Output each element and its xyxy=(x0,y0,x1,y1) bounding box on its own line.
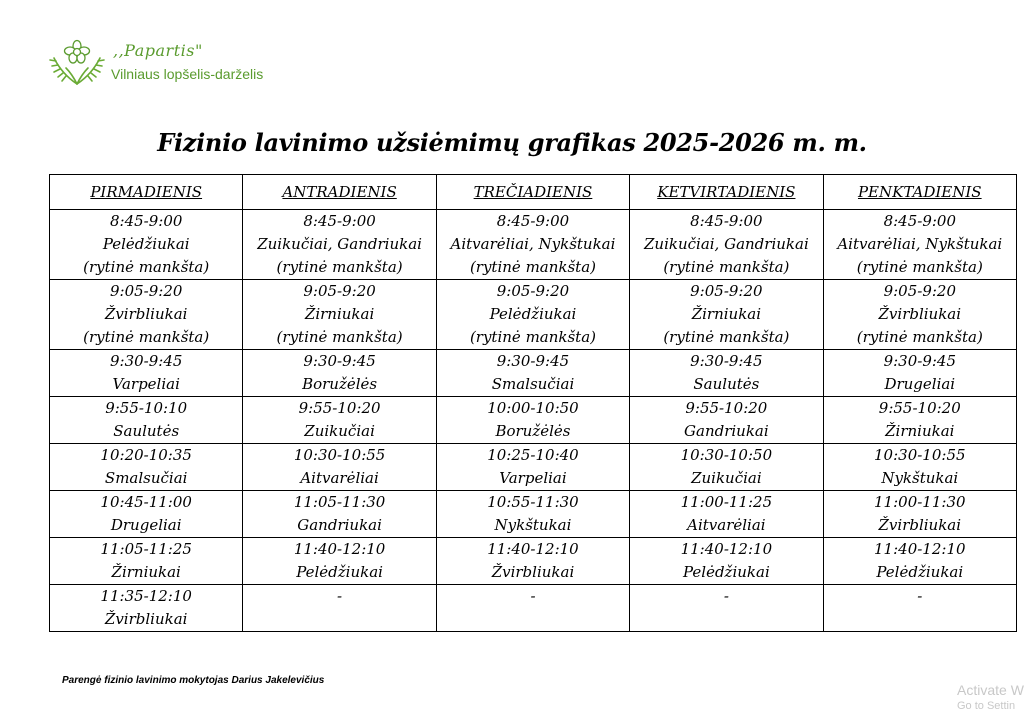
group-name: Smalsučiai xyxy=(104,469,188,487)
empty-slot-dash: - xyxy=(530,587,536,605)
time-slot: 8:45-9:00 xyxy=(303,212,376,230)
activity-note: (rytinė mankšta) xyxy=(663,328,790,346)
schedule-cell xyxy=(823,280,1016,350)
activity-note: (rytinė mankšta) xyxy=(856,258,983,276)
schedule-cell xyxy=(436,585,629,632)
time-slot: 9:05-9:20 xyxy=(883,282,956,300)
time-slot: 10:25-10:40 xyxy=(487,446,579,464)
schedule-cell xyxy=(243,538,436,585)
brand-name: ,,Papartis" xyxy=(113,41,203,60)
schedule-cell xyxy=(50,280,243,350)
empty-slot-dash: - xyxy=(917,587,923,605)
schedule-table xyxy=(49,174,1017,632)
schedule-cell xyxy=(630,210,823,280)
time-slot: 9:05-9:20 xyxy=(496,282,570,300)
schedule-cell xyxy=(50,350,243,397)
group-name: Zuikučiai xyxy=(304,422,375,440)
schedule-cell xyxy=(50,210,243,280)
time-slot: 8:45-9:00 xyxy=(883,212,956,230)
group-name: Drugeliai xyxy=(110,516,182,534)
schedule-cell xyxy=(436,491,629,538)
group-name: Žvirbliukai xyxy=(104,305,188,323)
activity-note: (rytinė mankšta) xyxy=(663,258,790,276)
time-slot: 11:40-12:10 xyxy=(874,540,966,558)
schedule-cell xyxy=(243,585,436,632)
time-slot: 9:55-10:20 xyxy=(298,399,381,417)
watermark-line-2: Go to Settin xyxy=(957,700,1016,712)
schedule-cell xyxy=(823,585,1016,632)
table-row xyxy=(50,538,1017,585)
time-slot: 11:40-12:10 xyxy=(680,540,773,558)
group-name: Pelėdžiukai xyxy=(102,235,190,253)
time-slot: 9:30-9:45 xyxy=(690,352,763,370)
group-name: Saulutės xyxy=(693,375,760,393)
brand-subtitle: Vilniaus lopšelis-darželis xyxy=(111,66,264,82)
group-name: Smalsučiai xyxy=(491,375,575,393)
time-slot: 9:55-10:10 xyxy=(105,399,188,417)
activity-note: (rytinė mankšta) xyxy=(856,328,983,346)
group-name: Pelėdžiukai xyxy=(876,563,964,581)
schedule-cell xyxy=(630,538,823,585)
table-row xyxy=(50,397,1017,444)
group-name: Zuikučiai, Gandriukai xyxy=(643,235,809,253)
schedule-cell xyxy=(243,350,436,397)
activity-note: (rytinė mankšta) xyxy=(276,328,403,346)
time-slot: 11:05-11:25 xyxy=(100,540,192,558)
activity-note: (rytinė mankšta) xyxy=(83,328,210,346)
group-name: Žirniukai xyxy=(304,305,375,323)
group-name: Pelėdžiukai xyxy=(682,563,770,581)
time-slot: 10:30-10:55 xyxy=(874,446,966,464)
schedule-cell xyxy=(436,210,629,280)
page-title: Fizinio lavinimo užsiėmimų grafikas 2025-2026 m. m. xyxy=(157,128,867,157)
time-slot: 10:30-10:55 xyxy=(293,446,386,464)
activity-note: (rytinė mankšta) xyxy=(276,258,403,276)
time-slot: 11:35-12:10 xyxy=(100,587,192,605)
schedule-cell xyxy=(436,350,629,397)
time-slot: 8:45-9:00 xyxy=(496,212,570,230)
schedule-cell xyxy=(630,444,823,491)
schedule-cell xyxy=(50,444,243,491)
table-row xyxy=(50,444,1017,491)
schedule-cell xyxy=(823,350,1016,397)
schedule-cell xyxy=(823,397,1016,444)
table-row xyxy=(50,210,1017,280)
schedule-cell xyxy=(630,350,823,397)
fern-flower-logo-icon xyxy=(46,38,108,88)
schedule-cell xyxy=(50,538,243,585)
group-name: Pelėdžiukai xyxy=(489,305,577,323)
time-slot: 10:20-10:35 xyxy=(100,446,192,464)
schedule-cell xyxy=(436,397,629,444)
schedule-cell xyxy=(243,397,436,444)
time-slot: 9:55-10:20 xyxy=(878,399,961,417)
activity-note: (rytinė mankšta) xyxy=(469,328,597,346)
group-name: Pelėdžiukai xyxy=(296,563,383,581)
group-name: Žvirbliukai xyxy=(491,563,575,581)
time-slot: 9:30-9:45 xyxy=(883,352,956,370)
group-name: Aitvarėliai xyxy=(687,516,766,534)
schedule-cell xyxy=(50,491,243,538)
group-name: Nykštukai xyxy=(494,516,572,534)
table-header-row xyxy=(50,175,1017,210)
time-slot: 9:05-9:20 xyxy=(303,282,376,300)
schedule-cell xyxy=(243,444,436,491)
column-header-thursday: KETVIRTADIENIS xyxy=(630,175,823,210)
schedule-cell xyxy=(630,397,823,444)
time-slot: 11:40-12:10 xyxy=(293,540,386,558)
schedule-cell xyxy=(630,585,823,632)
group-name: Žirniukai xyxy=(691,305,762,323)
time-slot: 10:55-11:30 xyxy=(487,493,579,511)
schedule-cell xyxy=(630,280,823,350)
time-slot: 8:45-9:00 xyxy=(109,212,183,230)
time-slot: 9:05-9:20 xyxy=(690,282,763,300)
time-slot: 8:45-9:00 xyxy=(690,212,763,230)
time-slot: 9:30-9:45 xyxy=(496,352,570,370)
time-slot: 9:05-9:20 xyxy=(109,282,183,300)
column-header-tuesday: ANTRADIENIS xyxy=(243,175,436,210)
group-name: Žvirbliukai xyxy=(104,610,188,628)
schedule-cell xyxy=(823,538,1016,585)
schedule-cell xyxy=(436,280,629,350)
table-row xyxy=(50,280,1017,350)
table-row xyxy=(50,491,1017,538)
group-name: Varpeliai xyxy=(499,469,567,487)
empty-slot-dash: - xyxy=(337,587,343,605)
group-name: Žirniukai xyxy=(111,563,181,581)
group-name: Žvirbliukai xyxy=(878,516,962,534)
group-name: Gandriukai xyxy=(684,422,769,440)
group-name: Nykštukai xyxy=(881,469,959,487)
activity-note: (rytinė mankšta) xyxy=(83,258,210,276)
group-name: Aitvarėliai, Nykštukai xyxy=(450,235,616,253)
group-name: Drugeliai xyxy=(884,375,956,393)
group-name: Saulutės xyxy=(113,422,180,440)
group-name: Aitvarėliai xyxy=(300,469,379,487)
time-slot: 9:30-9:45 xyxy=(303,352,376,370)
group-name: Žvirbliukai xyxy=(878,305,962,323)
footer-author: Parengė fizinio lavinimo mokytojas Darius Jakelevičius xyxy=(62,675,325,686)
time-slot: 10:00-10:50 xyxy=(487,399,579,417)
group-name: Zuikučiai, Gandriukai xyxy=(257,235,422,253)
activate-windows-watermark xyxy=(957,682,1024,712)
time-slot: 11:05-11:30 xyxy=(293,493,386,511)
watermark-line-1: Activate W xyxy=(957,682,1024,698)
schedule-cell xyxy=(50,585,243,632)
schedule-cell xyxy=(436,444,629,491)
time-slot: 11:00-11:30 xyxy=(874,493,966,511)
table-row xyxy=(50,350,1017,397)
group-name: Žirniukai xyxy=(885,422,955,440)
schedule-cell xyxy=(823,444,1016,491)
schedule-cell xyxy=(823,491,1016,538)
time-slot: 11:00-11:25 xyxy=(680,493,773,511)
schedule-body xyxy=(50,210,1017,632)
schedule-cell xyxy=(243,210,436,280)
group-name: Boružėlės xyxy=(495,422,571,440)
schedule-cell xyxy=(823,210,1016,280)
time-slot: 9:30-9:45 xyxy=(109,352,183,370)
column-header-wednesday: TREČIADIENIS xyxy=(436,175,629,210)
empty-slot-dash: - xyxy=(723,587,729,605)
column-header-friday: PENKTADIENIS xyxy=(823,175,1016,210)
time-slot: 10:45-11:00 xyxy=(100,493,192,511)
schedule-cell xyxy=(243,491,436,538)
group-name: Varpeliai xyxy=(112,375,180,393)
time-slot: 9:55-10:20 xyxy=(685,399,768,417)
group-name: Zuikučiai xyxy=(691,469,762,487)
group-name: Boružėlės xyxy=(302,375,378,393)
column-header-monday: PIRMADIENIS xyxy=(50,175,243,210)
group-name: Aitvarėliai, Nykštukai xyxy=(837,235,1003,253)
schedule-cell xyxy=(436,538,629,585)
group-name: Gandriukai xyxy=(297,516,382,534)
time-slot: 10:30-10:50 xyxy=(680,446,773,464)
table-row xyxy=(50,585,1017,632)
time-slot: 11:40-12:10 xyxy=(487,540,579,558)
schedule-cell xyxy=(50,397,243,444)
activity-note: (rytinė mankšta) xyxy=(469,258,597,276)
schedule-cell xyxy=(630,491,823,538)
schedule-cell xyxy=(243,280,436,350)
